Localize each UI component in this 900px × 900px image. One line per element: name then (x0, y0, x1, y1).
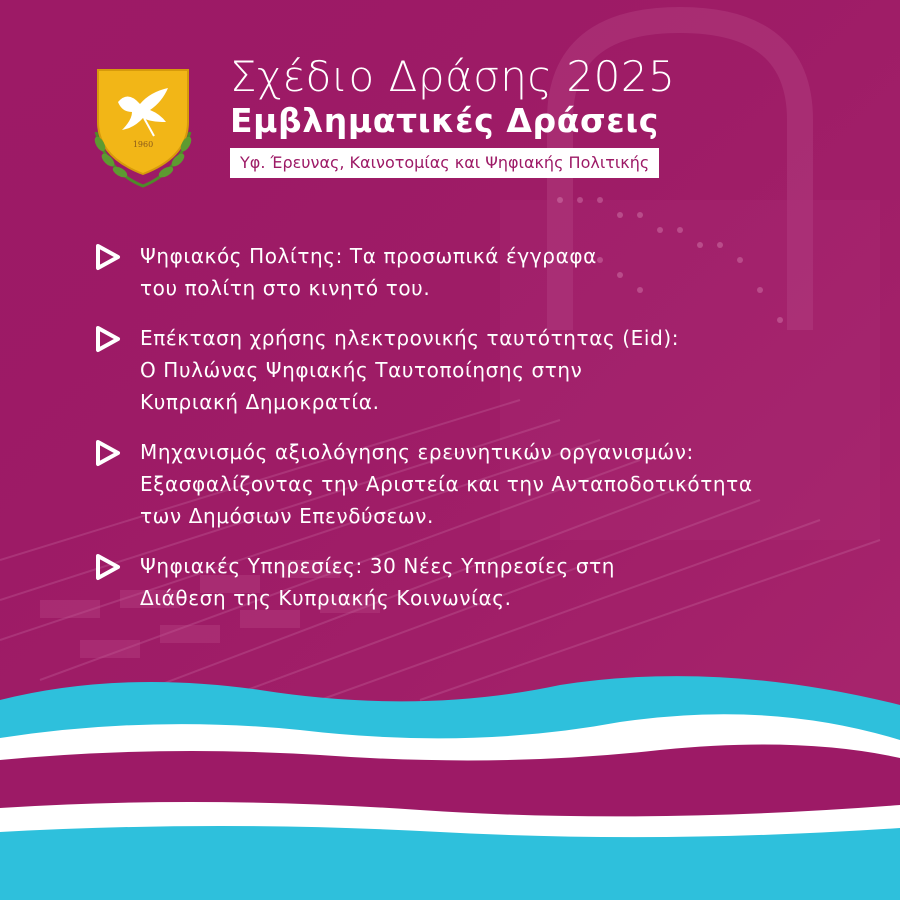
play-triangle-icon (92, 438, 122, 468)
cyprus-coat-of-arms-icon (88, 62, 198, 192)
action-text: Ψηφιακές Υπηρεσίες: 30 Νέες Υπηρεσίες στη Διάθεση της Κυπριακής Κοινωνίας. (140, 554, 616, 610)
action-item (92, 240, 872, 304)
action-item (92, 550, 872, 614)
wave-stripes (0, 660, 900, 900)
actions-list (92, 240, 872, 632)
play-triangle-icon (92, 324, 122, 354)
action-text: Επέκταση χρήσης ηλεκτρονικής ταυτότητας (Eid): Ο Πυλώνας Ψηφιακής Ταυτοποίησης στην Κυπριακή Δημοκρατία. (140, 326, 680, 414)
action-item (92, 436, 872, 532)
page-subtitle: Εμβληματικές Δράσεις (230, 101, 659, 140)
page-title: Σχέδιο Δράσης 2025 (230, 52, 676, 101)
play-triangle-icon (92, 242, 122, 272)
play-triangle-icon (92, 552, 122, 582)
emblem-year: 1960 (132, 140, 154, 149)
header (230, 52, 750, 178)
cyan-wave-bottom (0, 826, 900, 900)
action-text: Ψηφιακός Πολίτης: Τα προσωπικά έγγραφα του πολίτη στο κινητό του. (140, 244, 597, 300)
action-item (92, 322, 872, 418)
action-text: Μηχανισμός αξιολόγησης ερευνητικών οργανισμών: Εξασφαλίζοντας την Αριστεία και την Ανταποδοτικότητα των Δημόσιων Επενδύσεων. (140, 440, 753, 528)
ministry-label: Υφ. Έρευνας, Καινοτομίας και Ψηφιακής Πολιτικής (230, 148, 659, 178)
